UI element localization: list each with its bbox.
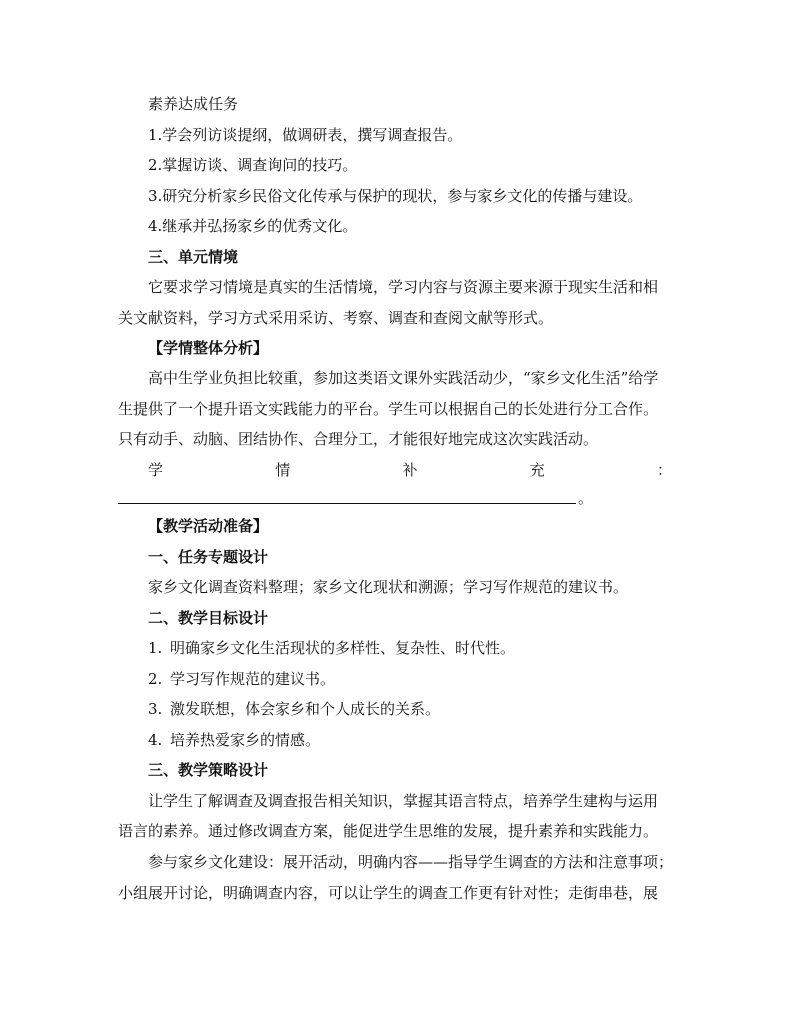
strategy-paragraph-line-4: 小组展开讨论，明确调查内容，可以让学生的调查工作更有针对性；走街串巷，展 (118, 884, 659, 902)
strategy-paragraph-line-2: 语言的素养。通过修改调查方案，能促进学生思维的发展，提升素养和实践能力。 (118, 822, 659, 840)
literacy-item-4: 4.继承并弘扬家乡的优秀文化。 (148, 217, 358, 235)
goal-design-heading: 二、教学目标设计 (148, 609, 269, 627)
literacy-item-2: 2.掌握访谈、调查询问的技巧。 (148, 156, 358, 174)
analysis-paragraph-line-3: 只有动手、动脑、团结协作、合理分工，才能很好地完成这次实践活动。 (118, 430, 599, 448)
analysis-heading: 【学情整体分析】 (148, 339, 269, 357)
supplement-char-3: 补 (402, 461, 418, 479)
supplement-char-4: 充 (529, 461, 545, 479)
unit-context-paragraph-line-2: 关文献资料，学习方式采用采访、考察、调查和查阅文献等形式。 (118, 309, 554, 327)
task-design-heading: 一、任务专题设计 (148, 548, 269, 566)
goal-item-text: 培养热爱家乡的情感。 (170, 731, 321, 749)
literacy-title: 素养达成任务 (148, 95, 239, 113)
goal-item-3 (148, 699, 713, 719)
supplement-fill-line (118, 503, 576, 504)
goal-item-4 (148, 730, 713, 750)
task-design-paragraph: 家乡文化调查资料整理；家乡文化现状和溯源；学习写作规范的建议书。 (148, 578, 629, 596)
analysis-paragraph-line-2: 生提供了一个提升语文实践能力的平台。学生可以根据自己的长处进行分工合作。 (118, 400, 659, 418)
supplement-char-5: ： (656, 461, 672, 479)
unit-context-heading: 三、单元情境 (148, 248, 239, 266)
goal-item-number: 2. (148, 670, 163, 688)
strategy-paragraph-line-3: 参与家乡文化建设：展开活动，明确内容——指导学生调查的方法和注意事项； (148, 853, 674, 871)
supplement-label (148, 460, 672, 480)
prep-heading: 【教学活动准备】 (148, 517, 269, 535)
supplement-char-1: 学 (148, 461, 164, 479)
goal-item-text: 明确家乡文化生活现状的多样性、复杂性、时代性。 (170, 639, 516, 657)
strategy-paragraph-line-1: 让学生了解调查及调查报告相关知识，掌握其语言特点，培养学生建构与运用 (148, 792, 659, 810)
strategy-heading: 三、教学策略设计 (148, 761, 269, 779)
goal-item-1 (148, 638, 713, 658)
goal-item-number: 4. (148, 731, 163, 749)
supplement-char-2: 情 (275, 461, 291, 479)
analysis-paragraph-line-1: 高中生学业负担比较重，参加这类语文课外实践活动少，“家乡文化生活”给学 (148, 369, 659, 387)
goal-item-2 (148, 669, 713, 689)
literacy-item-3: 3.研究分析家乡民俗文化传承与保护的现状，参与家乡文化的传播与建设。 (148, 187, 643, 205)
goal-item-text: 激发联想，体会家乡和个人成长的关系。 (170, 700, 441, 718)
supplement-period: 。 (578, 489, 594, 507)
goal-item-text: 学习写作规范的建议书。 (170, 670, 336, 688)
unit-context-paragraph-line-1: 它要求学习情境是真实的生活情境，学习内容与资源主要来源于现实生活和相 (148, 278, 659, 296)
literacy-item-1: 1.学会列访谈提纲，做调研表，撰写调查报告。 (148, 126, 463, 144)
goal-item-number: 1. (148, 639, 163, 657)
goal-item-number: 3. (148, 700, 163, 718)
